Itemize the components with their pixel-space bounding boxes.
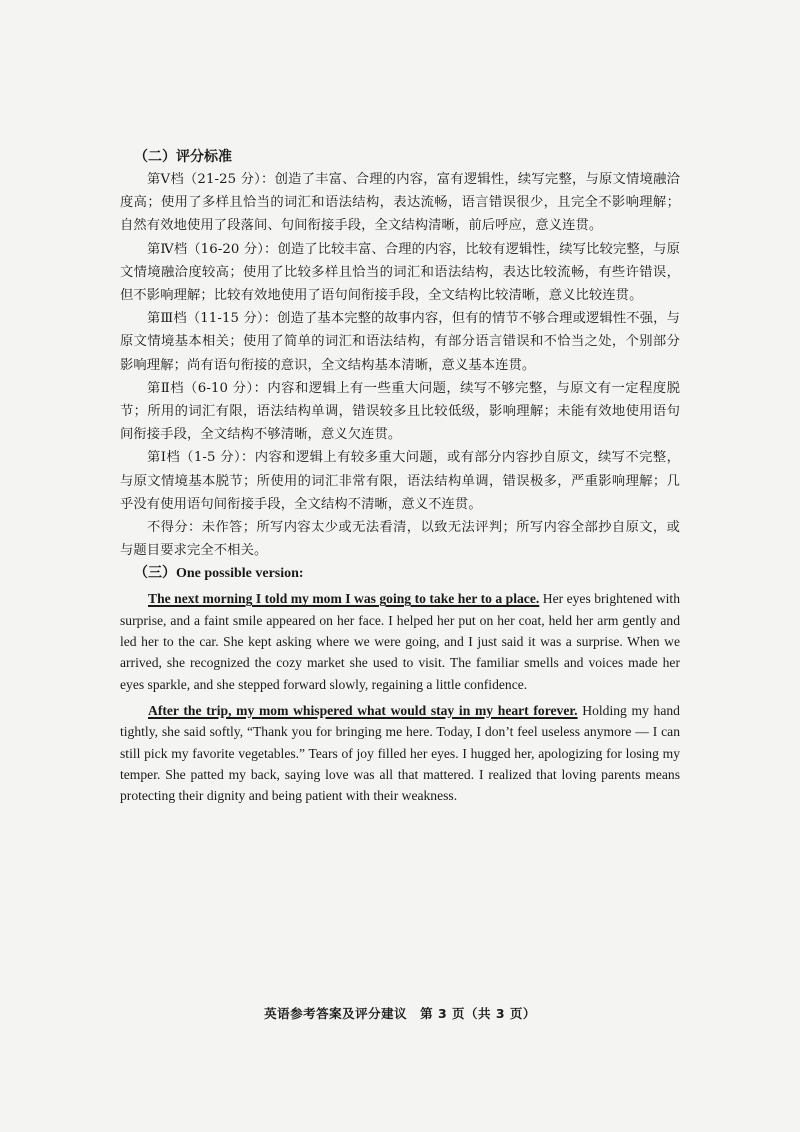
paragraph-2-opening-sentence: After the trip, my mom whispered what would stay in my heart forever. xyxy=(148,702,578,718)
page-content xyxy=(120,147,680,806)
paragraph-2-body: Holding my hand tightly, she said softly, “Thank you for bringing me here. Today, I don’t feel useless anymore — I can still pick my favorite vegetables.” Tears of joy filled her eyes. I hugged her, apologizing for losing my temper. She patted my back, saying love was all that mattered. I realized that loving parents means protecting their dignity and being patient with their weakness. xyxy=(120,702,680,804)
paragraph-1-opening-sentence: The next morning I told my mom I was going to take her to a place. xyxy=(148,591,540,607)
sample-version-heading xyxy=(134,562,680,585)
zero-score-criteria: 不得分：未作答；所写内容太少或无法看清，以致无法评判；所写内容全部抄自原文，或与题目要求完全不相关。 xyxy=(120,520,680,559)
sample-version-heading-text: One possible version: xyxy=(176,566,304,582)
level-1-criteria: 第Ⅰ档（1-5 分）：内容和逻辑上有较多重大问题，或有部分内容抄自原文，续写不完整，与原文情境基本脱节；所使用的词汇非常有限，语法结构单调，错误极多，严重影响理解；几乎没有使用语句间衔接手段，全文结构不清晰，意义不连贯。 xyxy=(120,450,680,512)
sample-paragraph-2 xyxy=(120,700,680,806)
scoring-criteria-heading: （二）评分标准 xyxy=(134,149,232,165)
level-5-criteria: 第Ⅴ档（21-25 分）：创造了丰富、合理的内容，富有逻辑性，续写完整，与原文情境融洽度高；使用了多样且恰当的词汇和语法结构，表达流畅，语言错误很少，且完全不影响理解；自然有效地使用了段落间、句间衔接手段，全文结构清晰，前后呼应，意义连贯。 xyxy=(120,172,680,234)
sample-paragraph-1 xyxy=(120,588,680,694)
level-3-criteria: 第Ⅲ档（11-15 分）：创造了基本完整的故事内容，但有的情节不够合理或逻辑性不强，与原文情境基本相关；使用了简单的词汇和语法结构，有部分语言错误和不恰当之处，个别部分影响理解；尚有语句衔接的意识，全文结构基本清晰，意义基本连贯。 xyxy=(120,311,680,373)
sample-version-heading-prefix: （三） xyxy=(134,565,176,582)
paragraph-1-body: Her eyes brightened with surprise, and a faint smile appeared on her face. I helped her put on her coat, held her arm gently and led her to the car. She kept asking where we were going, and I just said it was a surprise. When we arrived, she recognized the cozy market she used to visit. The familiar smells and voices made her eyes sparkle, and she stepped forward slowly, regaining a little confidence. xyxy=(120,591,680,692)
page-footer: 英语参考答案及评分建议 第 3 页（共 3 页） xyxy=(264,1006,536,1021)
level-4-criteria: 第Ⅳ档（16-20 分）：创造了比较丰富、合理的内容，比较有逻辑性，续写比较完整，与原文情境融洽度较高；使用了比较多样且恰当的词汇和语法结构，表达比较流畅，有些许错误，但不影响理解；比较有效地使用了语句间衔接手段，全文结构比较清晰，意义比较连贯。 xyxy=(120,241,680,304)
level-2-criteria: 第Ⅱ档（6-10 分）：内容和逻辑上有一些重大问题，续写不够完整，与原文有一定程度脱节；所用的词汇有限，语法结构单调，错误较多且比较低级，影响理解；未能有效地使用语句间衔接手段，全文结构不够清晰，意义欠连贯。 xyxy=(120,380,680,443)
